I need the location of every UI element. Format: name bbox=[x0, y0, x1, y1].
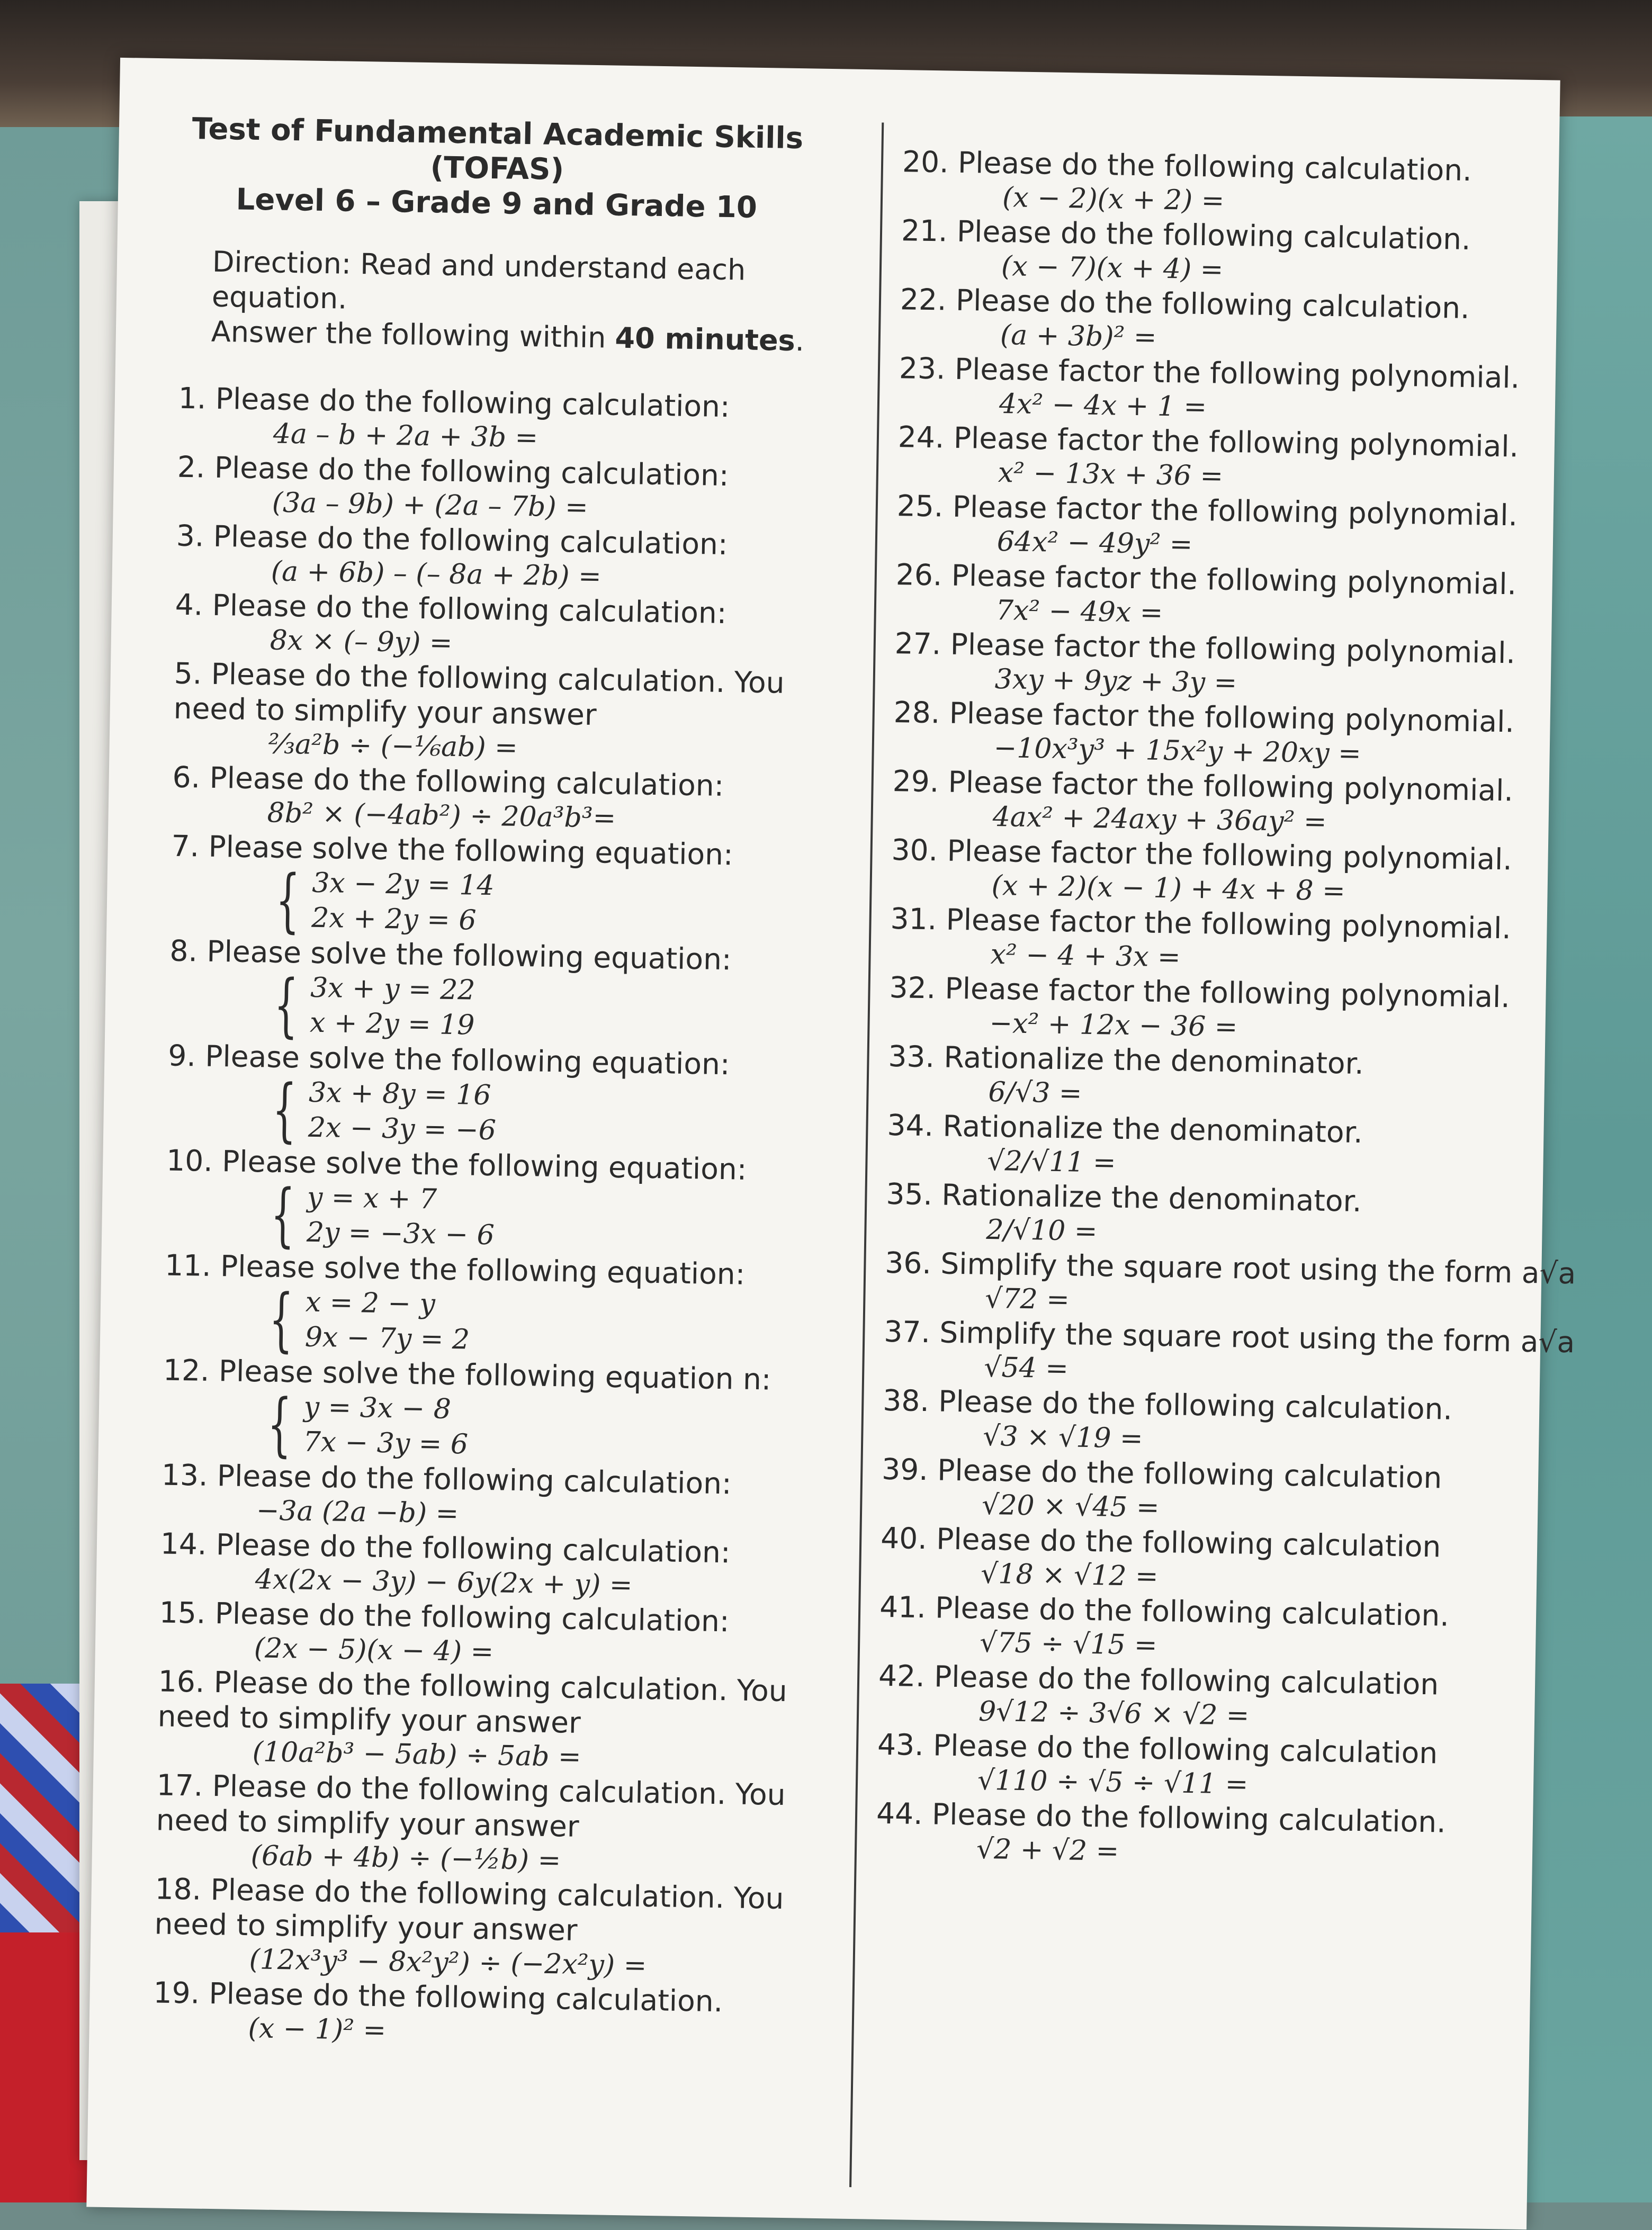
test-abbr: (TOFAS) bbox=[430, 150, 564, 187]
question-item bbox=[892, 763, 1528, 842]
question-item bbox=[894, 626, 1530, 705]
direction-line-1: Direction: Read and understand each equation. bbox=[211, 245, 746, 316]
equation-system bbox=[259, 1279, 848, 1363]
question-text: 39. Please do the following calculation bbox=[881, 1452, 1442, 1495]
question-text: 18. Please do the following calculation. You need to simplify your answer bbox=[154, 1872, 784, 1947]
question-item bbox=[895, 557, 1531, 636]
question-text: 11. Please solve the following equation: bbox=[164, 1248, 746, 1291]
test-sheet bbox=[86, 58, 1576, 2229]
expression: (12x³y³ − 8x²y²) ÷ (−2x²y) = bbox=[249, 1944, 647, 1982]
test-header bbox=[181, 112, 813, 227]
expression: 6/√3 = bbox=[988, 1076, 1082, 1110]
question-text: 31. Please factor the following polynomial. bbox=[890, 901, 1512, 946]
question-text: 38. Please do the following calculation. bbox=[882, 1383, 1453, 1426]
question-item bbox=[891, 832, 1527, 911]
time-limit: 40 minutes bbox=[615, 321, 796, 357]
question-item bbox=[879, 1589, 1515, 1668]
question-item bbox=[893, 695, 1529, 774]
question-item bbox=[901, 213, 1537, 292]
question-item bbox=[175, 518, 859, 598]
equation-system bbox=[264, 964, 852, 1048]
expression: 4x² − 4x + 1 = bbox=[999, 388, 1207, 424]
question-item bbox=[173, 656, 857, 770]
expression: (a + 6b) – (– 8a + 2b) = bbox=[271, 555, 602, 593]
question-text: 21. Please do the following calculation. bbox=[901, 213, 1471, 256]
expression: (x − 1)² = bbox=[248, 2012, 387, 2047]
question-item bbox=[886, 1108, 1523, 1186]
question-text: 12. Please solve the following equation n: bbox=[163, 1353, 771, 1397]
question-item bbox=[878, 1658, 1514, 1737]
equation-line: 7x − 3y = 6 bbox=[303, 1426, 469, 1461]
expression: √110 ÷ √5 ÷ √11 = bbox=[977, 1764, 1249, 1801]
equation-line: x = 2 − y bbox=[305, 1286, 436, 1320]
question-item bbox=[887, 1039, 1524, 1118]
equation-line: 2y = −3x − 6 bbox=[306, 1216, 495, 1252]
question-text: 27. Please factor the following polynomial. bbox=[894, 626, 1516, 670]
question-text: 24. Please factor the following polynomial. bbox=[897, 420, 1519, 464]
question-text: 33. Rationalize the denominator. bbox=[888, 1039, 1364, 1081]
equation-line: 3x + y = 22 bbox=[310, 972, 475, 1006]
question-text: 16. Please do the following calculation. You need to simplify your answer bbox=[157, 1664, 788, 1740]
question-text: 14. Please do the following calculation: bbox=[160, 1526, 731, 1570]
question-text: 10. Please solve the following equation: bbox=[166, 1143, 747, 1186]
brace-glyph: { bbox=[266, 1383, 292, 1465]
question-item bbox=[162, 1352, 847, 1468]
equation-line: x + 2y = 19 bbox=[309, 1006, 475, 1041]
question-item bbox=[170, 829, 855, 944]
question-item bbox=[883, 1314, 1575, 1393]
question-item bbox=[160, 1457, 845, 1536]
question-text: 30. Please factor the following polynomial. bbox=[891, 832, 1513, 877]
expression: 3xy + 9yz + 3y = bbox=[994, 663, 1237, 699]
question-item bbox=[880, 1521, 1516, 1599]
question-item bbox=[885, 1176, 1522, 1255]
question-text: 4. Please do the following calculation: bbox=[175, 587, 727, 631]
question-text: 17. Please do the following calculation. You need to simplify your answer bbox=[156, 1768, 786, 1844]
question-text: 6. Please do the following calculation: bbox=[172, 760, 724, 803]
expression: (x − 2)(x + 2) = bbox=[1002, 182, 1225, 217]
expression: (10a²b³ − 5ab) ÷ 5ab = bbox=[252, 1736, 582, 1773]
expression: √54 = bbox=[983, 1351, 1069, 1385]
expression: 2/√10 = bbox=[986, 1213, 1098, 1248]
question-item bbox=[177, 381, 861, 460]
question-text: 28. Please factor the following polynomial. bbox=[893, 695, 1515, 739]
expression: (a + 3b)² = bbox=[1000, 319, 1157, 354]
expression: √18 × √12 = bbox=[980, 1558, 1159, 1593]
question-item bbox=[157, 1663, 841, 1778]
question-text: 22. Please do the following calculation. bbox=[900, 282, 1470, 325]
equation-line: y = x + 7 bbox=[307, 1181, 437, 1216]
question-item bbox=[158, 1595, 842, 1674]
expression: √2 + √2 = bbox=[976, 1833, 1119, 1867]
equation-system bbox=[257, 1383, 846, 1468]
expression: ⅔a²b ÷ (−⅙ab) = bbox=[268, 728, 518, 764]
question-item bbox=[890, 901, 1526, 980]
question-item bbox=[174, 587, 858, 667]
question-item bbox=[896, 488, 1532, 567]
test-level: Level 6 – Grade 9 and Grade 10 bbox=[236, 182, 758, 225]
expression: −10x³y³ + 15x²y + 20xy = bbox=[993, 732, 1362, 770]
expression: (x + 2)(x − 1) + 4x + 8 = bbox=[991, 869, 1346, 907]
question-text: 3. Please do the following calculation: bbox=[176, 518, 728, 562]
expression: (3a – 9b) + (2a – 7b) = bbox=[272, 487, 589, 524]
test-title: Test of Fundamental Academic Skills bbox=[192, 112, 804, 156]
question-item bbox=[155, 1767, 840, 1882]
question-text: 42. Please do the following calculation bbox=[878, 1658, 1439, 1702]
expression: 4a – b + 2a + 3b = bbox=[273, 418, 538, 454]
expression: √72 = bbox=[984, 1282, 1070, 1316]
expression: 8x × (– 9y) = bbox=[270, 624, 453, 659]
question-text: 13. Please do the following calculation: bbox=[161, 1458, 732, 1501]
equation-line: 3x + 8y = 16 bbox=[308, 1076, 491, 1112]
question-text: 44. Please do the following calculation. bbox=[876, 1796, 1447, 1839]
expression: √75 ÷ √15 = bbox=[979, 1626, 1158, 1662]
question-text: 5. Please do the following calculation. You need to simplify your answer bbox=[173, 656, 785, 732]
expression: 7x² − 49x = bbox=[995, 594, 1163, 629]
question-item bbox=[167, 1038, 851, 1154]
question-item bbox=[897, 419, 1533, 498]
question-text: 26. Please factor the following polynomial. bbox=[895, 558, 1517, 601]
question-text: 8. Please solve the following equation: bbox=[169, 933, 732, 977]
expression: −x² + 12x − 36 = bbox=[989, 1007, 1238, 1044]
question-text: 32. Please factor the following polynomial. bbox=[889, 970, 1511, 1014]
question-text: 43. Please do the following calculation bbox=[877, 1727, 1438, 1770]
equation-line: 3x − 2y = 14 bbox=[311, 867, 495, 902]
right-question-list bbox=[876, 144, 1576, 1874]
equation-line: y = 3x − 8 bbox=[303, 1391, 452, 1426]
question-text: 37. Simplify the square root using the form a√a bbox=[883, 1314, 1575, 1360]
question-item bbox=[168, 933, 853, 1049]
question-item bbox=[900, 282, 1536, 361]
expression: √3 × √19 = bbox=[982, 1420, 1144, 1455]
question-text: 20. Please do the following calculation. bbox=[902, 145, 1473, 188]
expression: x² − 4 + 3x = bbox=[990, 938, 1181, 974]
question-text: 7. Please solve the following equation: bbox=[171, 829, 734, 872]
equation-system bbox=[262, 1069, 851, 1153]
brace-glyph: { bbox=[272, 1069, 298, 1150]
question-text: 29. Please factor the following polynomial. bbox=[892, 763, 1514, 808]
question-item bbox=[899, 350, 1535, 429]
direction-suffix: . bbox=[795, 323, 805, 358]
question-text: 1. Please do the following calculation: bbox=[178, 381, 731, 424]
expression: √20 × √45 = bbox=[981, 1489, 1160, 1524]
question-item bbox=[164, 1247, 848, 1363]
question-text: 36. Simplify the square root using the form a√a bbox=[884, 1245, 1576, 1291]
right-column bbox=[876, 123, 1576, 1874]
left-question-list bbox=[152, 381, 861, 2055]
brace-glyph: { bbox=[268, 1279, 294, 1360]
brace-glyph: { bbox=[270, 1174, 296, 1255]
expression: 8b² × (−4ab²) ÷ 20a³b³= bbox=[267, 797, 616, 834]
question-item bbox=[881, 1452, 1518, 1531]
question-text: 9. Please solve the following equation: bbox=[167, 1038, 730, 1082]
question-text: 25. Please factor the following polynomial. bbox=[896, 489, 1518, 533]
question-item bbox=[876, 1796, 1512, 1875]
question-text: 19. Please do the following calculation. bbox=[153, 1975, 723, 2019]
question-item bbox=[902, 144, 1538, 223]
question-item bbox=[888, 970, 1525, 1049]
expression: −3a (2a −b) = bbox=[256, 1495, 459, 1530]
expression: (x − 7)(x + 4) = bbox=[1001, 250, 1224, 286]
question-item bbox=[172, 760, 856, 839]
expression: 64x² − 49y² = bbox=[996, 526, 1193, 561]
question-item bbox=[877, 1727, 1513, 1806]
left-column bbox=[152, 112, 866, 2055]
question-text: 2. Please do the following calculation: bbox=[177, 449, 729, 493]
question-item bbox=[884, 1245, 1576, 1324]
direction-prefix: Answer the following within bbox=[211, 314, 616, 355]
question-item bbox=[165, 1143, 850, 1258]
question-text: 34. Rationalize the denominator. bbox=[887, 1108, 1363, 1149]
question-text: 23. Please factor the following polynomial. bbox=[899, 351, 1520, 395]
expression: 4x(2x − 3y) − 6y(2x + y) = bbox=[255, 1563, 633, 1602]
question-item bbox=[154, 1871, 838, 1985]
question-text: 41. Please do the following calculation. bbox=[879, 1589, 1450, 1633]
equation-system bbox=[265, 859, 854, 943]
question-item bbox=[882, 1383, 1519, 1462]
question-text: 40. Please do the following calculation bbox=[880, 1521, 1441, 1564]
direction-text bbox=[211, 245, 864, 359]
equation-line: 2x − 3y = −6 bbox=[308, 1111, 497, 1147]
expression: (2x − 5)(x − 4) = bbox=[254, 1632, 494, 1668]
expression: (6ab + 4b) ÷ (−½b) = bbox=[250, 1840, 561, 1877]
question-item bbox=[176, 449, 860, 529]
expression: √2/√11 = bbox=[987, 1145, 1117, 1179]
expression: 9√12 ÷ 3√6 × √2 = bbox=[978, 1695, 1250, 1732]
equation-line: 2x + 2y = 6 bbox=[311, 902, 477, 937]
question-item bbox=[152, 1975, 837, 2054]
question-text: 15. Please do the following calculation: bbox=[159, 1595, 730, 1639]
equation-system bbox=[261, 1174, 849, 1258]
question-item bbox=[159, 1526, 843, 1605]
brace-glyph: { bbox=[273, 964, 299, 1046]
brace-glyph: { bbox=[275, 859, 301, 941]
expression: x² − 13x + 36 = bbox=[998, 457, 1224, 492]
expression: 4ax² + 24axy + 36ay² = bbox=[992, 801, 1327, 838]
equation-line: 9x − 7y = 2 bbox=[304, 1321, 470, 1356]
question-text: 35. Rationalize the denominator. bbox=[886, 1176, 1362, 1218]
